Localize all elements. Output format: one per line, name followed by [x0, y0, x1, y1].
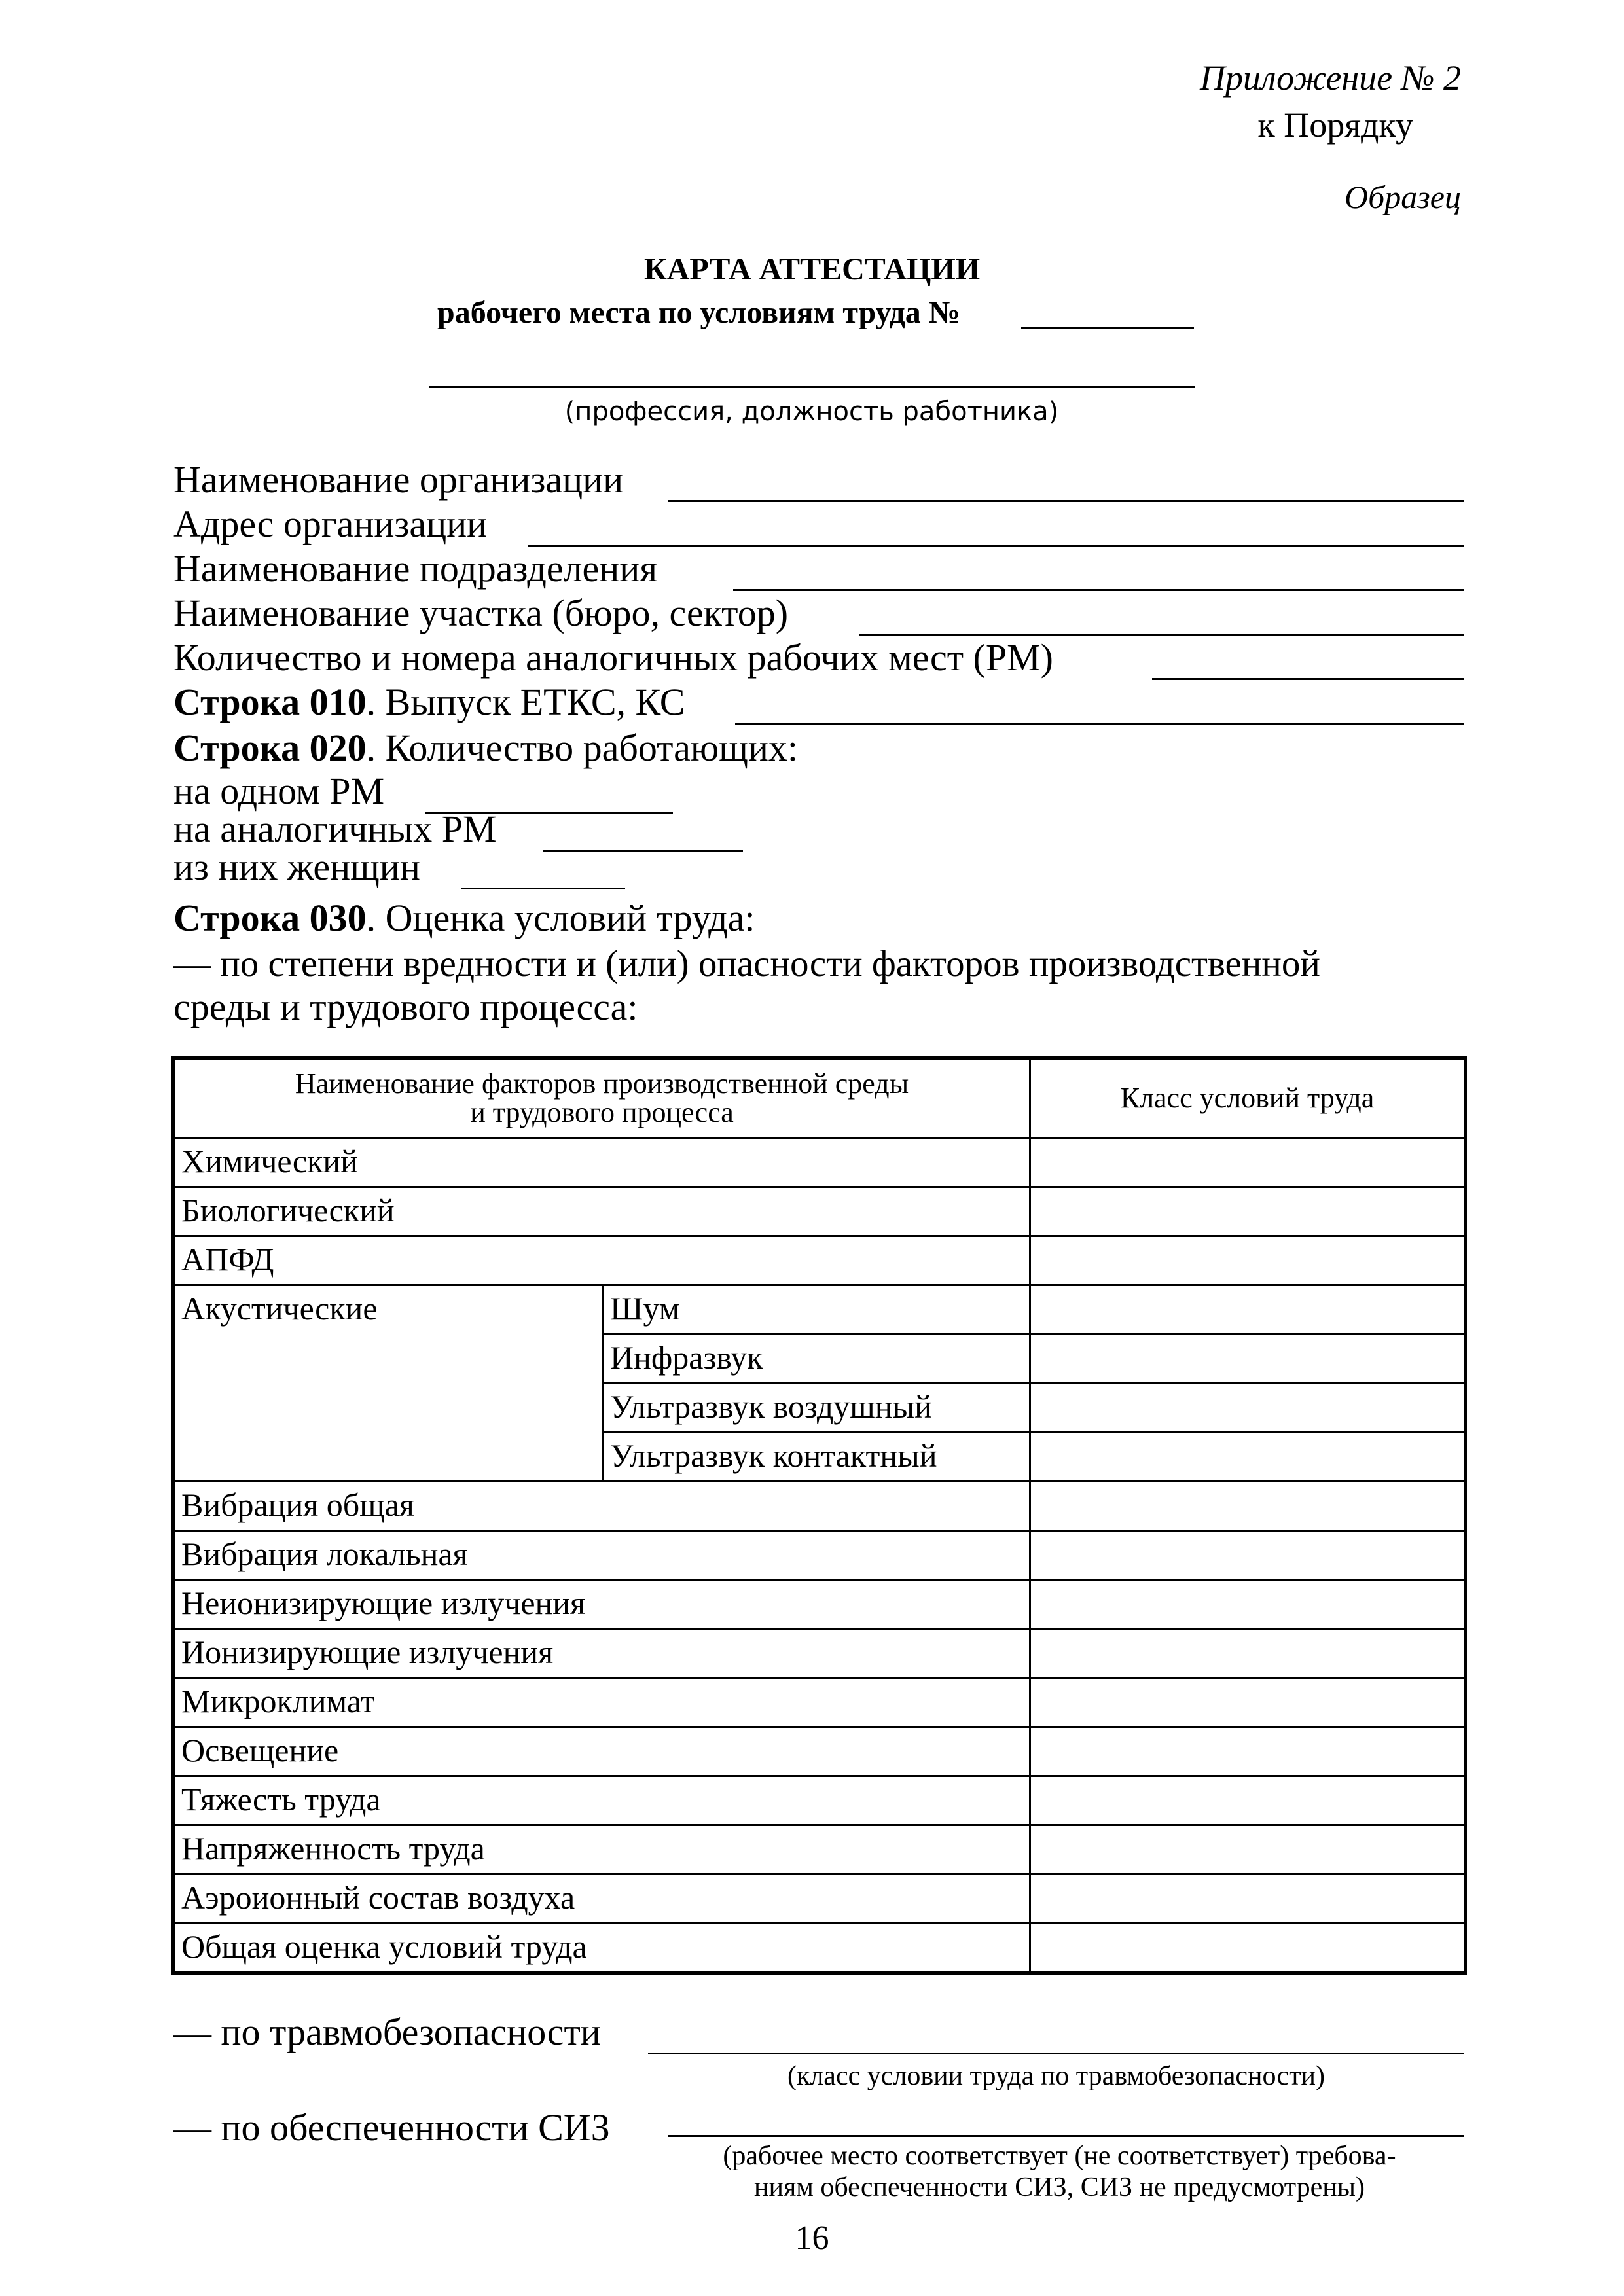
similar-places-label: Количество и номера аналогичных рабочих мест (РМ) — [173, 636, 1053, 679]
to-order-label: к Порядку — [1257, 105, 1413, 145]
profession-caption: (профессия, должность работника) — [564, 397, 1059, 427]
factor-name: Напряженность труда — [173, 1825, 1030, 1874]
table-row — [173, 1776, 1466, 1825]
similar-places-row — [173, 636, 1053, 679]
table-row — [173, 1531, 1466, 1580]
department-label: Наименование подразделения — [173, 547, 658, 590]
class-cell[interactable] — [1030, 1236, 1466, 1285]
org-name-blank[interactable] — [668, 500, 1464, 502]
table-row — [173, 1138, 1466, 1187]
page-number: 16 — [795, 2219, 829, 2257]
table-row — [173, 1924, 1466, 1973]
class-cell[interactable] — [1030, 1727, 1466, 1776]
table-row — [173, 1874, 1466, 1924]
on-similar-rm-label: на аналогичных РМ — [173, 808, 497, 850]
class-cell[interactable] — [1030, 1924, 1466, 1973]
table-row — [173, 1727, 1466, 1776]
class-cell[interactable] — [1030, 1187, 1466, 1236]
row-020-label: Строка 020 — [173, 726, 367, 769]
ppe-blank[interactable] — [668, 2135, 1464, 2137]
ppe-label: — по обеспеченности СИЗ — [173, 2106, 610, 2149]
class-cell[interactable] — [1030, 1285, 1466, 1335]
table-row — [173, 1678, 1466, 1727]
factor-name: Неионизирующие излучения — [173, 1580, 1030, 1629]
section-label: Наименование участка (бюро, сектор) — [173, 592, 789, 634]
women-row — [173, 846, 420, 889]
table-header-row — [173, 1058, 1466, 1138]
row-020 — [173, 726, 798, 770]
section-blank[interactable] — [859, 634, 1464, 636]
injury-blank[interactable] — [648, 2053, 1464, 2054]
factor-subname: Инфразвук — [603, 1335, 1030, 1384]
women-blank[interactable] — [461, 888, 625, 889]
on-one-rm-label: на одном РМ — [173, 770, 385, 812]
factor-name: Тяжесть труда — [173, 1776, 1030, 1825]
acoustic-group-label: Акустические — [173, 1285, 603, 1482]
factor-name-header — [173, 1058, 1030, 1138]
org-address-label: Адрес организации — [173, 503, 488, 545]
row-020-text: . Количество работающих: — [366, 726, 799, 769]
factor-subname: Ультразвук воздушный — [603, 1384, 1030, 1433]
class-cell[interactable] — [1030, 1335, 1466, 1384]
harm-line-2 — [173, 986, 638, 1029]
factors-table — [171, 1056, 1467, 1975]
harm-line-2-text: среды и трудового процесса: — [173, 986, 638, 1028]
on-one-rm-row — [173, 770, 384, 813]
etks-blank[interactable] — [735, 723, 1464, 725]
department-row — [173, 547, 657, 590]
factor-name: Освещение — [173, 1727, 1030, 1776]
factor-subname: Шум — [603, 1285, 1030, 1335]
ppe-row — [173, 2106, 610, 2149]
similar-places-blank[interactable] — [1152, 678, 1464, 680]
class-cell[interactable] — [1030, 1629, 1466, 1678]
table-row — [173, 1285, 1466, 1335]
factor-name: Химический — [173, 1138, 1030, 1187]
org-address-row — [173, 503, 487, 546]
injury-row — [173, 2011, 601, 2054]
department-blank[interactable] — [733, 589, 1464, 591]
table-row — [173, 1187, 1466, 1236]
card-number-blank[interactable] — [1021, 327, 1194, 329]
injury-caption: (класс условии труда по травмобезопасности) — [787, 2061, 1326, 2091]
factor-name: Вибрация общая — [173, 1482, 1030, 1531]
women-label: из них женщин — [173, 846, 420, 888]
injury-label: — по травмобезопасности — [173, 2011, 601, 2053]
class-cell[interactable] — [1030, 1138, 1466, 1187]
row-030-label: Строка 030 — [173, 897, 367, 939]
form-title: КАРТА АТТЕСТАЦИИ — [643, 252, 981, 287]
form-subtitle: рабочего места по условиям труда № — [437, 295, 961, 330]
on-similar-rm-row — [173, 808, 497, 851]
class-cell[interactable] — [1030, 1384, 1466, 1433]
class-cell[interactable] — [1030, 1482, 1466, 1531]
row-010-text: . Выпуск ЕТКС, КС — [366, 681, 685, 723]
class-cell[interactable] — [1030, 1776, 1466, 1825]
class-cell[interactable] — [1030, 1874, 1466, 1924]
class-cell[interactable] — [1030, 1678, 1466, 1727]
factor-name: Аэроионный состав воздуха — [173, 1874, 1030, 1924]
table-row — [173, 1236, 1466, 1285]
profession-blank[interactable] — [429, 386, 1195, 388]
ppe-caption-line-2: ниям обеспеченности СИЗ, СИЗ не предусмотрены) — [754, 2172, 1365, 2202]
table-row — [173, 1482, 1466, 1531]
factor-name: Биологический — [173, 1187, 1030, 1236]
sample-label: Образец — [1344, 179, 1461, 215]
class-cell[interactable] — [1030, 1531, 1466, 1580]
factor-name: Микроклимат — [173, 1678, 1030, 1727]
factor-name: Ионизирующие излучения — [173, 1629, 1030, 1678]
factor-name-header-line1: Наименование факторов производственной среды — [295, 1067, 909, 1100]
table-row — [173, 1629, 1466, 1678]
class-cell[interactable] — [1030, 1433, 1466, 1482]
factor-name: Вибрация локальная — [173, 1531, 1030, 1580]
row-030-text: . Оценка условий труда: — [366, 897, 755, 939]
factor-subname: Ультразвук контактный — [603, 1433, 1030, 1482]
appendix-number: Приложение № 2 — [1199, 58, 1461, 98]
factor-name-header-line2: и трудового процесса — [470, 1096, 734, 1128]
table-row — [173, 1580, 1466, 1629]
harm-line-1 — [173, 942, 1320, 986]
class-cell[interactable] — [1030, 1580, 1466, 1629]
row-030 — [173, 897, 755, 940]
row-010 — [173, 681, 685, 724]
on-similar-rm-blank[interactable] — [543, 850, 743, 852]
factor-name: Общая оценка условий труда — [173, 1924, 1030, 1973]
harm-line-1-text: — по степени вредности и (или) опасности факторов производственной — [173, 943, 1320, 984]
section-row — [173, 592, 788, 635]
org-address-blank[interactable] — [528, 545, 1464, 547]
factor-name: АПФД — [173, 1236, 1030, 1285]
table-row — [173, 1825, 1466, 1874]
org-name-row — [173, 458, 623, 501]
ppe-caption-line-1: (рабочее место соответствует (не соответствует) требова- — [723, 2141, 1396, 2171]
org-name-label: Наименование организации — [173, 458, 624, 501]
row-010-label: Строка 010 — [173, 681, 367, 723]
class-cell[interactable] — [1030, 1825, 1466, 1874]
class-header: Класс условий труда — [1030, 1058, 1466, 1138]
